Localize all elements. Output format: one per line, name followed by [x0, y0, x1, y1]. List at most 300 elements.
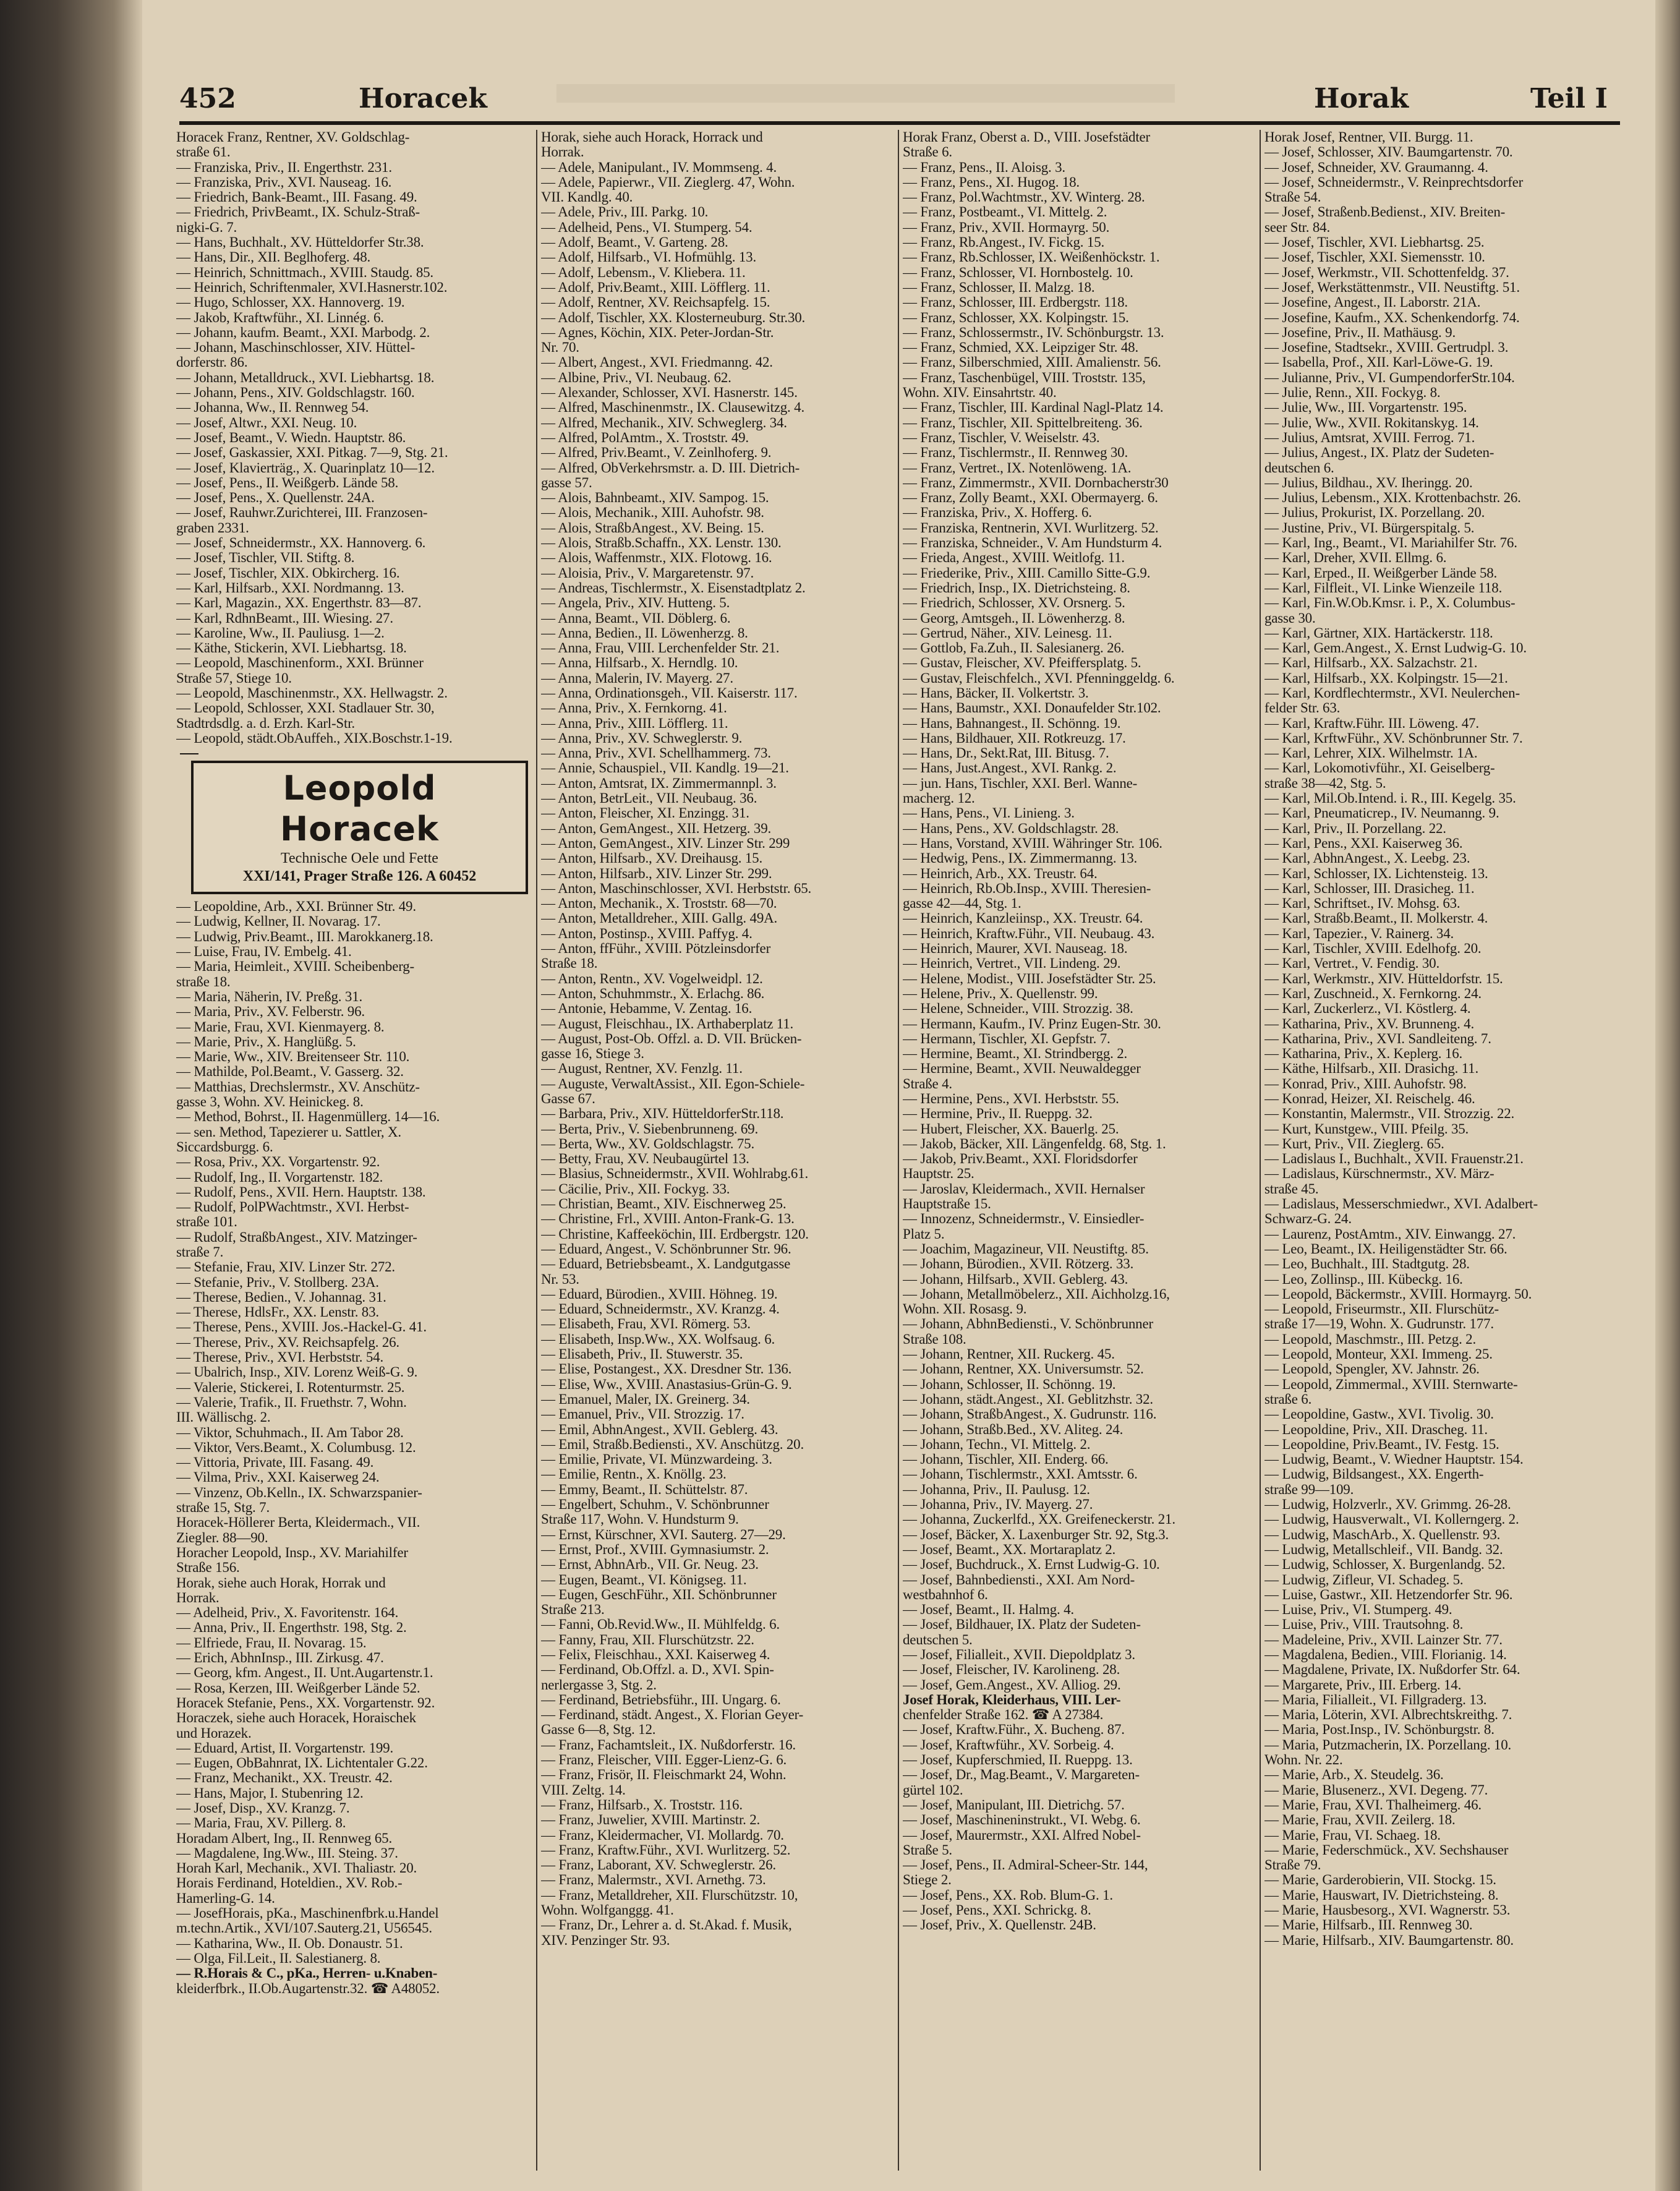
directory-entry: — Frieda, Angest., XVIII. Weitlofg. 11. [903, 550, 1125, 566]
directory-entry: — Karl, Tischler, XVIII. Edelhofg. 20. [1264, 941, 1482, 957]
directory-entry: straße 17—19, Wohn. X. Gudrunstr. 177. [1264, 1317, 1494, 1332]
directory-entry: — Alois, Bahnbeamt., XIV. Sampog. 15. [541, 490, 769, 506]
directory-entry: Straße 18. [541, 956, 598, 972]
directory-entry: Horak Franz, Oberst a. D., VIII. Josefstädter [903, 130, 1150, 145]
section-dash [180, 753, 198, 754]
directory-entry: — Eduard, Bürodien., XVIII. Höhneg. 19. [541, 1286, 778, 1302]
directory-entry: — Leopold, Maschinenmstr., XX. Hellwagstr. 2. [176, 685, 448, 701]
directory-entry: Straße 6. [903, 145, 952, 160]
directory-entry: — Eduard, Artist, II. Vorgartenstr. 199. [176, 1740, 394, 1756]
directory-entry: — Josef, Schneidermstr., V. Reinprechtsdorfer [1264, 174, 1524, 190]
directory-entry: — Julius, Angest., IX. Platz der Sudeten- [1264, 445, 1495, 461]
directory-entry: — Franz, Mechanikt., XX. Treustr. 42. [176, 1770, 393, 1786]
directory-entry: — Alfred, Maschinenmstr., IX. Clausewitzg. 4. [541, 400, 805, 416]
directory-entry: — Rudolf, StraßbAngest., XIV. Matzinger- [176, 1229, 417, 1245]
directory-entry: — Anton, Maschinschlosser, XVI. Herbststr. 65. [541, 881, 812, 896]
directory-entry: — Georg, kfm. Angest., II. Unt.Augartenstr.1. [176, 1665, 433, 1681]
directory-entry: — Karl, Zuschneid., X. Fernkorng. 24. [1264, 986, 1482, 1001]
directory-entry: — Karl, Kraftw.Führ. III. Löweng. 47. [1264, 715, 1479, 731]
directory-entry: — Josefine, Angest., II. Laborstr. 21A. [1264, 295, 1481, 310]
directory-entry: — Helene, Priv., X. Quellenstr. 99. [903, 986, 1098, 1001]
directory-entry: — Karl, Schriftset., IV. Mohsg. 63. [1264, 896, 1460, 912]
directory-entry: — Leopoldine, Priv., XII. Drascheg. 11. [1264, 1422, 1488, 1437]
directory-entry: — Hans, Bahnangest., II. Schönng. 19. [903, 715, 1121, 731]
directory-entry: — Franz, Tischlermstr., II. Rennweg 30. [903, 445, 1128, 461]
directory-entry: — Emanuel, Maler, IX. Greinerg. 34. [541, 1391, 750, 1407]
directory-entry: — Fanni, Ob.Revid.Ww., II. Mühlfeldg. 6. [541, 1617, 780, 1633]
directory-entry: — Anton, Rentn., XV. Vogelweidpl. 12. [541, 971, 763, 986]
directory-entry: — Franziska, Rentnerin, XVI. Wurlitzerg. 52. [903, 520, 1159, 536]
directory-entry: — Karl, Priv., II. Porzellang. 22. [1264, 821, 1446, 836]
directory-entry: — Eugen, GeschFühr., XII. Schönbrunner [541, 1587, 777, 1602]
directory-entry: Horacek Stefanie, Pens., XX. Vorgartenstr. 92. [176, 1695, 435, 1711]
directory-entry: — Julius, Lebensm., XIX. Krottenbachstr. 26. [1264, 490, 1521, 506]
directory-entry: — Adolf, Beamt., V. Garteng. 28. [541, 235, 728, 250]
directory-entry: — Käthe, Stickerin, XVI. Liebhartsg. 18. [176, 641, 407, 656]
directory-entry: — Josef, Beamt., XX. Mortaraplatz 2. [903, 1542, 1116, 1557]
directory-entry: — Johann, Schlosser, II. Schönng. 19. [903, 1377, 1116, 1392]
directory-entry: — Franz, Tischler, III. Kardinal Nagl-Platz 14. [903, 400, 1164, 416]
directory-entry: — Leopold, Spengler, XV. Jahnstr. 26. [1264, 1362, 1480, 1377]
directory-entry: — Alexander, Schlosser, XVI. Hasnerstr. 145. [541, 385, 798, 401]
directory-entry: — Hans, Major, I. Stubenring 12. [176, 1785, 364, 1801]
directory-entry: Wohn. XIV. Einsahrtstr. 40. [903, 385, 1057, 401]
directory-entry: — Alfred, ObVerkehrsmstr. a. D. III. Dietrich- [541, 460, 800, 476]
directory-entry: — Ernst, Kürschner, XVI. Sauterg. 27—29. [541, 1527, 786, 1542]
directory-entry: — Franz, Metalldreher, XII. Flurschützstr. 10, [541, 1887, 798, 1903]
directory-entry: — Adele, Manipulant., IV. Mommseng. 4. [541, 160, 777, 175]
directory-entry: gasse 3, Wohn. XV. Heinickeg. 8. [176, 1095, 364, 1110]
directory-entry: — Franz, Juwelier, XVIII. Martinstr. 2. [541, 1813, 761, 1828]
directory-entry: — Antonie, Hebamme, V. Zentag. 16. [541, 1001, 753, 1017]
directory-entry: — Therese, Priv., XVI. Herbststr. 54. [176, 1350, 383, 1365]
directory-entry: — Franz, Priv., XVII. Hormayrg. 50. [903, 220, 1110, 235]
directory-entry: Josef Horak, Kleiderhaus, VIII. Ler- [903, 1692, 1121, 1707]
directory-entry: — Leopold, Monteur, XXI. Immeng. 25. [1264, 1347, 1493, 1362]
directory-entry: Straße 108. [903, 1331, 966, 1347]
directory-entry: — Hans, Bildhauer, XII. Rotkreuzg. 17. [903, 730, 1126, 746]
directory-entry: Schwarz-G. 24. [1264, 1211, 1352, 1227]
directory-entry: — Karl, Dreher, XVII. Ellmg. 6. [1264, 550, 1447, 566]
directory-entry: Straße 54. [1264, 190, 1321, 205]
directory-entry: — Franz, Pol.Wachtmstr., XV. Winterg. 28. [903, 190, 1145, 205]
directory-entry: — Josef, Beamt., V. Wiedn. Hauptstr. 86. [176, 430, 406, 445]
directory-entry: — Josef, Kupferschmied, II. Rueppg. 13. [903, 1753, 1133, 1768]
directory-entry: gasse 16, Stiege 3. [541, 1046, 644, 1062]
directory-entry: — Viktor, Vers.Beamt., X. Columbusg. 12. [176, 1440, 416, 1455]
directory-entry: — Maria, Putzmacherin, IX. Porzellang. 10. [1264, 1737, 1512, 1753]
directory-entry: — Method, Bohrst., II. Hagenmüllerg. 14—16. [176, 1109, 440, 1125]
directory-entry: — Karl, Fin.W.Ob.Kmsr. i. P., X. Columbus- [1264, 596, 1516, 611]
directory-entry: — Luise, Priv., VIII. Trautsohng. 8. [1264, 1617, 1464, 1633]
directory-entry: — Anton, Amtsrat, IX. Zimmermannpl. 3. [541, 775, 777, 791]
directory-entry: — Karl, Pens., XXI. Kaiserweg 36. [1264, 835, 1463, 851]
directory-entry: — Hermine, Priv., II. Rueppg. 32. [903, 1106, 1093, 1122]
directory-entry: — Alois, StraßbAngest., XV. Being. 15. [541, 520, 764, 536]
directory-entry: — Anton, Hilfsarb., XV. Dreihausg. 15. [541, 851, 763, 866]
directory-entry: — Christine, Frl., XVIII. Anton-Frank-G. 13. [541, 1211, 795, 1227]
directory-entry: — Alois, Straßb.Schaffn., XX. Lenstr. 130. [541, 536, 782, 551]
directory-entry: — Franz, Kraftw.Führ., XVI. Wurlitzerg. 52. [541, 1842, 791, 1858]
directory-entry: — Josef, Priv., X. Quellenstr. 24B. [903, 1918, 1096, 1933]
directory-entry: — Heinrich, Maurer, XVI. Nauseag. 18. [903, 941, 1128, 957]
directory-entry: — Albine, Priv., VI. Neubaug. 62. [541, 370, 731, 385]
directory-entry: — Stefanie, Priv., V. Stollberg. 23A. [176, 1275, 379, 1290]
directory-entry: — Vilma, Priv., XXI. Kaiserweg 24. [176, 1470, 380, 1485]
directory-entry: — Julie, Ww., III. Vorgartenstr. 195. [1264, 400, 1467, 416]
directory-entry: — Franz, Silberschmied, XIII. Amalienstr. 56. [903, 355, 1161, 370]
directory-entry: — Emil, AbhnAngest., XVII. Geblerg. 43. [541, 1422, 778, 1437]
directory-entry: — JosefHorais, pKa., Maschinenfbrk.u.Handel [176, 1906, 439, 1921]
directory-entry: — Luise, Frau, IV. Embelg. 41. [176, 944, 352, 960]
directory-entry: — Helene, Schneider., VIII. Strozzig. 38. [903, 1001, 1133, 1017]
column-3 [903, 130, 1258, 2171]
directory-entry: — Josef, Gaskassier, XXI. Pitkag. 7—9, Stg. 21. [176, 445, 448, 461]
directory-entry: — Anna, Ordinationsgeh., VII. Kaiserstr. 117. [541, 685, 798, 701]
column-rule [1260, 130, 1261, 2171]
directory-entry: Horrak. [176, 1590, 220, 1605]
directory-entry: — Christine, Kaffeeköchin, III. Erdbergstr. 120. [541, 1226, 809, 1242]
directory-entry: — Adelheid, Priv., X. Favoritenstr. 164. [176, 1605, 399, 1621]
directory-entry: — Karoline, Ww., II. Pauliusg. 1—2. [176, 625, 385, 641]
directory-entry: — Karl, Schlosser, IX. Lichtensteig. 13. [1264, 866, 1488, 881]
directory-entry: — Johann, Straßb.Bed., XV. Aliteg. 24. [903, 1422, 1124, 1437]
directory-entry: — Anton, Metalldreher., XIII. Gallg. 49A. [541, 911, 778, 926]
directory-entry: Hauptstr. 25. [903, 1166, 974, 1182]
directory-entry: straße 38—42, Stg. 5. [1264, 775, 1386, 791]
directory-entry: — August, Rentner, XV. Fenzlg. 11. [541, 1061, 743, 1077]
directory-entry: — Franz, Tischler, V. Weiselstr. 43. [903, 430, 1100, 445]
directory-entry: — Maria, Näherin, IV. Preßg. 31. [176, 989, 363, 1004]
directory-entry: — Berta, Ww., XV. Goldschlagstr. 75. [541, 1136, 755, 1151]
directory-entry: — jun. Hans, Tischler, XXI. Berl. Wanne- [903, 775, 1138, 791]
directory-entry: — Heinrich, Schnittmach., XVIII. Staudg. 85. [176, 265, 433, 280]
directory-entry: — Emilie, Private, VI. Münzwardeing. 3. [541, 1452, 772, 1467]
directory-entry: — Johann, Tischlermstr., XXI. Amtsstr. 6. [903, 1467, 1138, 1482]
directory-entry: — Ludwig, Zifleur, VI. Schadeg. 5. [1264, 1572, 1464, 1587]
directory-entry: — Ladislaus, Kürschnermstr., XV. März- [1264, 1166, 1495, 1182]
directory-entry: — Laurenz, PostAmtm., XIV. Einwangg. 27. [1264, 1226, 1516, 1242]
directory-entry: — Anton, BetrLeit., VII. Neubaug. 36. [541, 791, 757, 806]
directory-entry: Horak, siehe auch Horak, Horrak und [176, 1575, 386, 1591]
directory-entry: — Franz, Dr., Lehrer a. d. St.Akad. f. Musik, [541, 1918, 792, 1933]
directory-entry: — Karl, Vertret., V. Fendig. 30. [1264, 956, 1439, 972]
directory-entry: — Hans, Baumstr., XXI. Donaufelder Str.102. [903, 701, 1161, 716]
directory-entry: — Jakob, Priv.Beamt., XXI. Floridsdorfer [903, 1151, 1138, 1167]
directory-entry: — Marie, Blusenerz., XVI. Degeng. 77. [1264, 1782, 1488, 1798]
part-label: Teil I [1530, 83, 1608, 114]
directory-entry: — Friedrich, PrivBeamt., IX. Schulz-Straß- [176, 205, 420, 220]
directory-entry: — Rudolf, Pens., XVII. Hern. Hauptstr. 138. [176, 1184, 426, 1200]
book-spine-shadow [0, 0, 142, 2191]
directory-entry: Horacher Leopold, Insp., XV. Mariahilfer [176, 1545, 408, 1560]
directory-entry: — Josef, Kraftwführ., XV. Sorbeig. 4. [903, 1737, 1114, 1753]
directory-entry: — Leopold, Schlosser, XXI. Stadlauer Str. 30, [176, 701, 435, 716]
directory-entry: — Karl, Gem.Angest., X. Ernst Ludwig-G. 10. [1264, 641, 1527, 656]
directory-entry: Hamerling-G. 14. [176, 1890, 275, 1906]
directory-entry: — Johann, Metallmöbelerz., XII. Aichholzg.16, [903, 1286, 1170, 1302]
directory-entry: — Vinzenz, Ob.Kelln., IX. Schwarzspanier- [176, 1485, 422, 1500]
directory-entry: Hauptstraße 15. [903, 1197, 991, 1212]
directory-entry: — Hermine, Beamt., XI. Strindbergg. 2. [903, 1046, 1128, 1062]
directory-entry: — Eduard, Betriebsbeamt., X. Landgutgasse [541, 1257, 791, 1272]
directory-entry: Horacek-Höllerer Berta, Kleidermach., VII. [176, 1515, 420, 1531]
directory-entry: — Josef, Kraftw.Führ., X. Bucheng. 87. [903, 1722, 1125, 1738]
directory-entry: — Rosa, Kerzen, III. Weißgerber Lände 52. [176, 1680, 420, 1696]
directory-entry: — Franz, Fachamtsleit., IX. Nußdorferstr. 16. [541, 1737, 796, 1753]
directory-entry: — Johanna, Priv., II. Paulusg. 12. [903, 1482, 1090, 1497]
directory-entry: deutschen 5. [903, 1632, 973, 1647]
right-guide-word: Horak [1314, 83, 1409, 114]
directory-entry: — Franz, Taschenbügel, VIII. Troststr. 135, [903, 370, 1146, 385]
directory-entry: — Ernst, AbhnArb., VII. Gr. Neug. 23. [541, 1557, 759, 1573]
directory-entry: — Josef, Straßenb.Bedienst., XIV. Breiten- [1264, 205, 1506, 220]
directory-entry: — Josefine, Kaufm., XX. Schenkendorfg. 74. [1264, 310, 1520, 325]
directory-entry: — Heinrich, Schriftenmaler, XVI.Hasnerstr.102. [176, 280, 448, 295]
directory-entry: — Franz, Fleischer, VIII. Egger-Lienz-G. 6. [541, 1753, 787, 1768]
directory-entry: — Angela, Priv., XIV. Hutteng. 5. [541, 596, 730, 611]
directory-entry: Wohn. XII. Rosasg. 9. [903, 1302, 1027, 1317]
directory-entry: — Käthe, Hilfsarb., XII. Drasichg. 11. [1264, 1061, 1479, 1077]
directory-entry: — Eduard, Angest., V. Schönbrunner Str. 96. [541, 1241, 791, 1257]
directory-entry: — Karl, Magazin., XX. Engerthstr. 83—87. [176, 596, 422, 611]
directory-entry: — Johanna, Priv., IV. Mayerg. 27. [903, 1497, 1093, 1513]
directory-entry: — Franz, Rb.Angest., IV. Fickg. 15. [903, 235, 1105, 250]
directory-entry: westbahnhof 6. [903, 1587, 988, 1602]
directory-entry: — Alfred, PolAmtm., X. Troststr. 49. [541, 430, 749, 445]
directory-entry: gasse 30. [1264, 610, 1316, 626]
directory-entry: — Hans, Pens., VI. Linieng. 3. [903, 806, 1075, 821]
directory-entry: — Magdalena, Bedien., VIII. Florianig. 14. [1264, 1647, 1507, 1662]
directory-entry: — Julie, Renn., XII. Fockyg. 8. [1264, 385, 1441, 401]
directory-entry: — Karl, Hilfsarb., XX. Salzachstr. 21. [1264, 656, 1478, 671]
directory-entry: nerlergasse 3, Stg. 2. [541, 1677, 657, 1693]
directory-entry: — Anna, Beamt., VII. Döblerg. 6. [541, 610, 731, 626]
directory-entry: nigki-G. 7. [176, 220, 237, 235]
directory-entry: — Katharina, Ww., II. Ob. Donaustr. 51. [176, 1936, 403, 1951]
column-1-entries-continued [176, 899, 532, 1996]
directory-entry: — Karl, Kordflechtermstr., XVI. Neulerchen- [1264, 685, 1520, 701]
directory-entry: — Alfred, Priv.Beamt., V. Zeinlhoferg. 9. [541, 445, 772, 461]
directory-entry: — Elise, Ww., XVIII. Anastasius-Grün-G. 9. [541, 1377, 792, 1392]
directory-entry: — Anton, Hilfsarb., XIV. Linzer Str. 299. [541, 866, 772, 881]
directory-entry: straße 15, Stg. 7. [176, 1500, 270, 1516]
directory-entry: — Franz, Hilfsarb., X. Troststr. 116. [541, 1797, 743, 1813]
column-rule [536, 130, 537, 2171]
directory-entry: — Luise, Priv., VI. Stumperg. 49. [1264, 1602, 1452, 1618]
directory-entry: — Anna, Priv., XVI. Schellhammerg. 73. [541, 746, 771, 761]
directory-entry: — Julius, Prokurist, IX. Porzellang. 20. [1264, 505, 1485, 521]
directory-entry: — Katharina, Priv., XV. Brunneng. 4. [1264, 1016, 1475, 1031]
directory-entry: — Josef, Schlosser, XIV. Baumgartenstr. 70. [1264, 145, 1513, 160]
directory-entry: — Erich, AbhnInsp., III. Zirkusg. 47. [176, 1651, 384, 1666]
directory-entry: gasse 57. [541, 475, 592, 490]
directory-entry: — Josef, Schneider, XV. Graumanng. 4. [1264, 160, 1488, 175]
directory-entry: Horais Ferdinand, Hoteldien., XV. Rob.- [176, 1876, 403, 1891]
directory-entry: — Anna, Priv., X. Fernkorng. 41. [541, 701, 727, 716]
directory-entry: felder Str. 63. [1264, 701, 1341, 716]
directory-entry: — Josef, Manipulant, III. Dietrichg. 57. [903, 1797, 1125, 1813]
directory-entry: Gasse 6—8, Stg. 12. [541, 1722, 656, 1738]
directory-entry: — Margarete, Priv., III. Erberg. 14. [1264, 1677, 1462, 1693]
directory-entry: — Adolf, Lebensm., V. Kliebera. 11. [541, 265, 746, 280]
directory-entry: — Josef, Buchdruck., X. Ernst Ludwig-G. 10. [903, 1557, 1160, 1573]
directory-entry: — Johann, Bürodien., XVII. Rötzerg. 33. [903, 1257, 1134, 1272]
directory-entry: VIII. Zeltg. 14. [541, 1782, 626, 1798]
directory-entry: Horadam Albert, Ing., II. Rennweg 65. [176, 1830, 393, 1846]
directory-entry: — Josef, Pens., II. Admiral-Scheer-Str. 144, [903, 1858, 1148, 1873]
directory-entry: — Johann, Tischler, XII. Enderg. 66. [903, 1452, 1109, 1467]
directory-entry: — Ludwig, Kellner, II. Novarag. 17. [176, 914, 381, 929]
directory-entry: — Josef, Pens., X. Quellenstr. 24A. [176, 490, 375, 506]
directory-entry: — Franz, Frisör, II. Fleischmarkt 24, Wohn. [541, 1767, 787, 1783]
directory-entry: straße 7. [176, 1245, 224, 1260]
directory-entry: — Maria, Filialleit., VI. Fillgraderg. 13. [1264, 1692, 1487, 1707]
directory-entry: Gasse 67. [541, 1091, 595, 1106]
directory-entry: — Josef, Pens., XX. Rob. Blum-G. 1. [903, 1887, 1113, 1903]
directory-entry: — Therese, Pens., XVIII. Jos.-Hackel-G. 41. [176, 1320, 427, 1335]
directory-entry: straße 18. [176, 974, 231, 989]
directory-entry: — Josef, Pens., XXI. Schrickg. 8. [903, 1903, 1091, 1918]
directory-entry: — Josef, Werkstättenmstr., VII. Neustiftg. 51. [1264, 280, 1520, 295]
directory-entry: — Karl, Ing., Beamt., VI. Mariahilfer Str. 76. [1264, 536, 1517, 551]
directory-entry: — Franz, Zimmermstr., XVII. Dornbacherstr30 [903, 475, 1169, 490]
directory-entry: straße 99—109. [1264, 1482, 1354, 1497]
directory-entry: straße 61. [176, 145, 231, 160]
column-rule [898, 130, 899, 2171]
directory-entry: III. Wällischg. 2. [176, 1410, 271, 1425]
directory-entry: — Therese, HdlsFr., XX. Lenstr. 83. [176, 1305, 379, 1320]
directory-entry: Straße 57, Stiege 10. [176, 670, 292, 686]
directory-entry: — Karl, Lokomotivführ., XI. Geiselberg- [1264, 761, 1495, 776]
directory-entry: — Leopold, städt.ObAuffeh., XIX.Boschstr.1-19. [176, 730, 453, 746]
directory-entry: — Johann, Techn., VI. Mittelg. 2. [903, 1437, 1091, 1452]
directory-entry: — Marie, Ww., XIV. Breitenseer Str. 110. [176, 1049, 410, 1065]
directory-entry: — Julie, Ww., XVII. Rokitanskyg. 14. [1264, 415, 1479, 430]
directory-entry: — Franz, Malermstr., XVI. Arnethg. 73. [541, 1873, 766, 1888]
directory-entry: gasse 42—44, Stg. 1. [903, 896, 1021, 912]
directory-entry: — Anna, Frau, VIII. Lerchenfelder Str. 21. [541, 641, 780, 656]
directory-entry: — Heinrich, Kanzleiinsp., XX. Treustr. 64. [903, 911, 1143, 926]
directory-entry: — Hubert, Fleischer, XX. Bauerlg. 25. [903, 1121, 1119, 1137]
directory-entry: — Ferdinand, städt. Angest., X. Florian Geyer- [541, 1707, 804, 1723]
directory-entry: — Franz, Kleidermacher, VI. Mollardg. 70. [541, 1827, 784, 1843]
directory-entry: — Jakob, Bäcker, XII. Längenfeldg. 68, Stg. 1. [903, 1136, 1166, 1151]
directory-entry: — Karl, Hilfsarb., XXI. Nordmanng. 13. [176, 580, 404, 596]
directory-entry: — Gottlob, Fa.Zuh., II. Salesianerg. 26. [903, 641, 1125, 656]
directory-entry: — Josef, Rauhwr.Zurichterei, III. Franzosen- [176, 505, 428, 521]
directory-entry: — Hans, Pens., XV. Goldschlagstr. 28. [903, 821, 1119, 836]
directory-entry: — Leopoldine, Priv.Beamt., IV. Festg. 15. [1264, 1437, 1499, 1452]
directory-entry: — Rudolf, Ing., II. Vorgartenstr. 182. [176, 1169, 383, 1185]
page-edge [1655, 0, 1680, 2191]
directory-entry: straße 45. [1264, 1181, 1319, 1197]
directory-entry: — Elfriede, Frau, II. Novarag. 15. [176, 1635, 367, 1651]
directory-entry: — Franz, Schmied, XX. Leipziger Str. 48. [903, 340, 1139, 356]
directory-entry: — Matthias, Drechslermstr., XV. Anschütz- [176, 1079, 420, 1095]
directory-entry: — Anton, GemAngest., XIV. Linzer Str. 299 [541, 835, 790, 851]
directory-entry: — Josef, Bäcker, X. Laxenburger Str. 92, Stg.3. [903, 1527, 1169, 1542]
directory-entry: — Josef, Bahnbediensti., XXI. Am Nord- [903, 1572, 1135, 1587]
directory-entry: Straße 4. [903, 1076, 952, 1091]
directory-entry: m.techn.Artik., XVI/107.Sauterg.21, U56545. [176, 1921, 432, 1936]
directory-entry: Wohn. Nr. 22. [1264, 1753, 1343, 1768]
directory-entry: — Elisabeth, Frau, XVI. Römerg. 53. [541, 1317, 751, 1332]
directory-entry: — Adelheid, Pens., VI. Stumperg. 54. [541, 220, 753, 235]
directory-entry: — Leopoldine, Arb., XXI. Brünner Str. 49. [176, 899, 416, 915]
directory-entry: — Franz, Vertret., IX. Notenlöweng. 1A. [903, 460, 1132, 476]
directory-entry: — Stefanie, Frau, XIV. Linzer Str. 272. [176, 1260, 395, 1275]
directory-entry: — Innozenz, Schneidermstr., V. Einsiedler- [903, 1211, 1145, 1227]
column-1 [176, 130, 532, 2171]
directory-entry: graben 2331. [176, 520, 249, 536]
directory-entry: — Marie, Frau, XVII. Zeilerg. 18. [1264, 1813, 1456, 1828]
directory-entry: — Vittoria, Private, III. Fasang. 49. [176, 1455, 374, 1471]
directory-entry: — Anton, Fleischer, XI. Enzingg. 31. [541, 806, 749, 821]
directory-entry: — Karl, AbhnAngest., X. Leebg. 23. [1264, 851, 1470, 866]
directory-entry: — Karl, Mil.Ob.Intend. i. R., III. Kegelg. 35. [1264, 791, 1516, 806]
directory-entry: — Leopold, Maschinenform., XXI. Brünner [176, 656, 424, 671]
directory-entry: — Ludwig, Hausverwalt., VI. Kollerngerg. 2. [1264, 1512, 1519, 1527]
directory-entry: — Hermann, Tischler, XI. Gepfstr. 7. [903, 1031, 1111, 1046]
directory-entry: — Rudolf, PolPWachtmstr., XVI. Herbst- [176, 1200, 409, 1215]
directory-entry: Horaczek, siehe auch Horacek, Horaischek [176, 1711, 416, 1726]
directory-entry: — Ladislaus I., Buchhalt., XVII. Frauenstr.21. [1264, 1151, 1524, 1167]
directory-entry: — Franz, Schlosser, XX. Kolpingstr. 15. [903, 310, 1129, 325]
directory-entry: Platz 5. [903, 1226, 945, 1242]
directory-entry: — Franz, Schlossermstr., IV. Schönburgstr. 13. [903, 325, 1164, 340]
directory-entry: — Anna, Priv., II. Engerthstr. 198, Stg. 2. [176, 1620, 407, 1636]
directory-entry: — Friederike, Priv., XIII. Camillo Sitte-G.9. [903, 565, 1151, 581]
directory-entry: — Leo, Beamt., IX. Heiligenstädter Str. 66. [1264, 1241, 1507, 1257]
directory-entry: — Marie, Frau, XVI. Thalheimerg. 46. [1264, 1797, 1482, 1813]
directory-entry: — Hans, Bäcker, II. Volkertstr. 3. [903, 685, 1089, 701]
directory-entry: — Leo, Buchhalt., III. Stadtgutg. 28. [1264, 1257, 1470, 1272]
directory-entry: — Hermann, Kaufm., IV. Prinz Eugen-Str. 30. [903, 1016, 1161, 1031]
directory-entry: — Gustav, Fleischer, XV. Pfeiffersplatg. 5. [903, 656, 1141, 671]
directory-entry: — Josef, Beamt., II. Halmg. 4. [903, 1602, 1074, 1618]
directory-entry: — Leo, Zollinsp., III. Kübeckg. 16. [1264, 1271, 1463, 1287]
directory-entry: — Justine, Priv., VI. Bürgerspitalg. 5. [1264, 520, 1475, 536]
directory-entry: — Friedrich, Bank-Beamt., III. Fasang. 49. [176, 190, 417, 205]
directory-entry: XIV. Penzinger Str. 93. [541, 1933, 670, 1948]
directory-entry: — Rosa, Priv., XX. Vorgartenstr. 92. [176, 1155, 380, 1170]
directory-entry: — Barbara, Priv., XIV. HütteldorferStr.118. [541, 1106, 784, 1122]
directory-entry: — Gertrud, Näher., XIV. Leinesg. 11. [903, 625, 1112, 641]
directory-entry: — Isabella, Prof., XII. Karl-Löwe-G. 19. [1264, 355, 1493, 370]
ad-company-name: Leopold Horacek [280, 769, 439, 849]
directory-entry: — R.Horais & C., pKa., Herren- u.Knaben- [176, 1966, 438, 1981]
directory-entry: Stadtrdsdlg. a. d. Erzh. Karl-Str. [176, 715, 355, 731]
directory-entry: Ziegler. 88—90. [176, 1530, 268, 1545]
directory-entry: straße 6. [1264, 1391, 1312, 1407]
directory-entry: — Joachim, Magazineur, VII. Neustiftg. 85. [903, 1241, 1149, 1257]
directory-entry: — Karl, Schlosser, III. Drasicheg. 11. [1264, 881, 1475, 896]
directory-entry: — Josef, Tischler, XVI. Liebhartsg. 25. [1264, 235, 1485, 250]
directory-entry: — Karl, Zuckerlerz., VI. Köstlerg. 4. [1264, 1001, 1471, 1017]
directory-entry: — Ludwig, Beamt., V. Wiedner Hauptstr. 154. [1264, 1452, 1524, 1467]
directory-entry: — Anton, Schuhmmstr., X. Erlachg. 86. [541, 986, 765, 1001]
directory-entry: — Josef, Klavierträg., X. Quarinplatz 10—12. [176, 460, 435, 476]
directory-entry: und Horazek. [176, 1725, 252, 1741]
directory-entry: — Katharina, Priv., XVI. Sandleiteng. 7. [1264, 1031, 1491, 1046]
directory-entry: — Eugen, Beamt., VI. Königseg. 11. [541, 1572, 747, 1587]
directory-entry: — Marie, Garderobierin, VII. Stockg. 15. [1264, 1873, 1496, 1888]
left-guide-word: Horacek [359, 83, 487, 114]
directory-entry: — Josef, Altwr., XXI. Neug. 10. [176, 415, 357, 430]
directory-entry: — Berta, Priv., V. Siebenbrunneng. 69. [541, 1121, 759, 1137]
ad-address: XXI/141, Prager Straße 126. A 60452 [242, 868, 477, 885]
